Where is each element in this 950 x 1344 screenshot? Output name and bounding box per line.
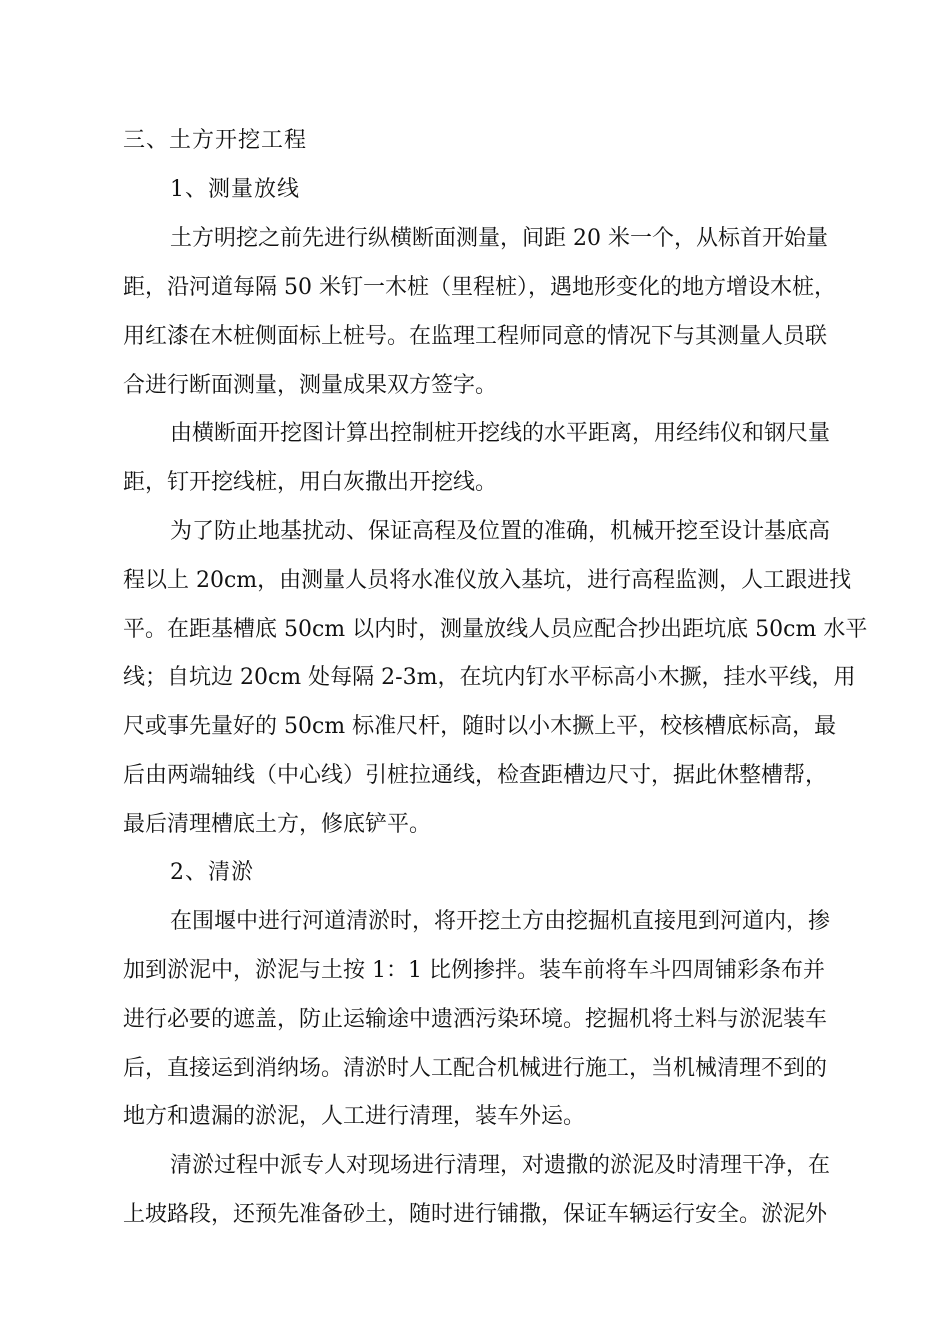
- paragraph-line: 用红漆在木桩侧面标上桩号。在监理工程师同意的情况下与其测量人员联: [123, 324, 828, 349]
- subsection-title-dredging: 2、清淤: [170, 860, 254, 885]
- subsection-title-survey: 1、测量放线: [170, 177, 300, 202]
- paragraph-line: 上坡路段，还预先准备砂土，随时进行铺撒，保证车辆运行安全。淤泥外: [123, 1202, 828, 1227]
- paragraph-line: 距，钉开挖线桩，用白灰撒出开挖线。: [123, 470, 498, 495]
- paragraph-line: 在围堰中进行河道清淤时，将开挖土方由挖掘机直接甩到河道内，掺: [170, 909, 831, 934]
- section-title: 三、土方开挖工程: [123, 128, 308, 153]
- paragraph-line: 加到淤泥中，淤泥与土按 1：1 比例掺拌。装车前将车斗四周铺彩条布并: [123, 958, 825, 983]
- paragraph-line: 土方明挖之前先进行纵横断面测量，间距 20 米一个，从标首开始量: [170, 226, 828, 251]
- paragraph-line: 为了防止地基扰动、保证高程及位置的准确，机械开挖至设计基底高: [170, 519, 831, 544]
- paragraph-line: 清淤过程中派专人对现场进行清理，对遗撒的淤泥及时清理干净，在: [170, 1153, 831, 1178]
- paragraph-line: 尺或事先量好的 50cm 标准尺杆，随时以小木撅上平，校核槽底标高，最: [123, 714, 837, 739]
- paragraph-line: 最后清理槽底土方，修底铲平。: [123, 812, 432, 837]
- paragraph-line: 平。在距基槽底 50cm 以内时，测量放线人员应配合抄出距坑底 50cm 水平: [123, 617, 868, 642]
- paragraph-line: 线；自坑边 20cm 处每隔 2-3m，在坑内钉水平标高小木撅，挂水平线，用: [123, 665, 856, 690]
- paragraph-line: 地方和遗漏的淤泥，人工进行清理，装车外运。: [123, 1104, 586, 1129]
- paragraph-line: 后由两端轴线（中心线）引桩拉通线，检查距槽边尺寸，据此休整槽帮，: [123, 763, 828, 788]
- paragraph-line: 由横断面开挖图计算出控制桩开挖线的水平距离，用经纬仪和钢尺量: [170, 421, 831, 446]
- paragraph-line: 距，沿河道每隔 50 米钉一木桩（里程桩），遇地形变化的地方增设木桩，: [123, 275, 836, 300]
- paragraph-line: 程以上 20cm，由测量人员将水准仪放入基坑，进行高程监测，人工跟进找: [123, 568, 852, 593]
- paragraph-line: 进行必要的遮盖，防止运输途中遗洒污染环境。挖掘机将土料与淤泥装车: [123, 1007, 828, 1032]
- paragraph-line: 合进行断面测量，测量成果双方签字。: [123, 373, 498, 398]
- paragraph-line: 后，直接运到消纳场。清淤时人工配合机械进行施工，当机械清理不到的: [123, 1056, 828, 1081]
